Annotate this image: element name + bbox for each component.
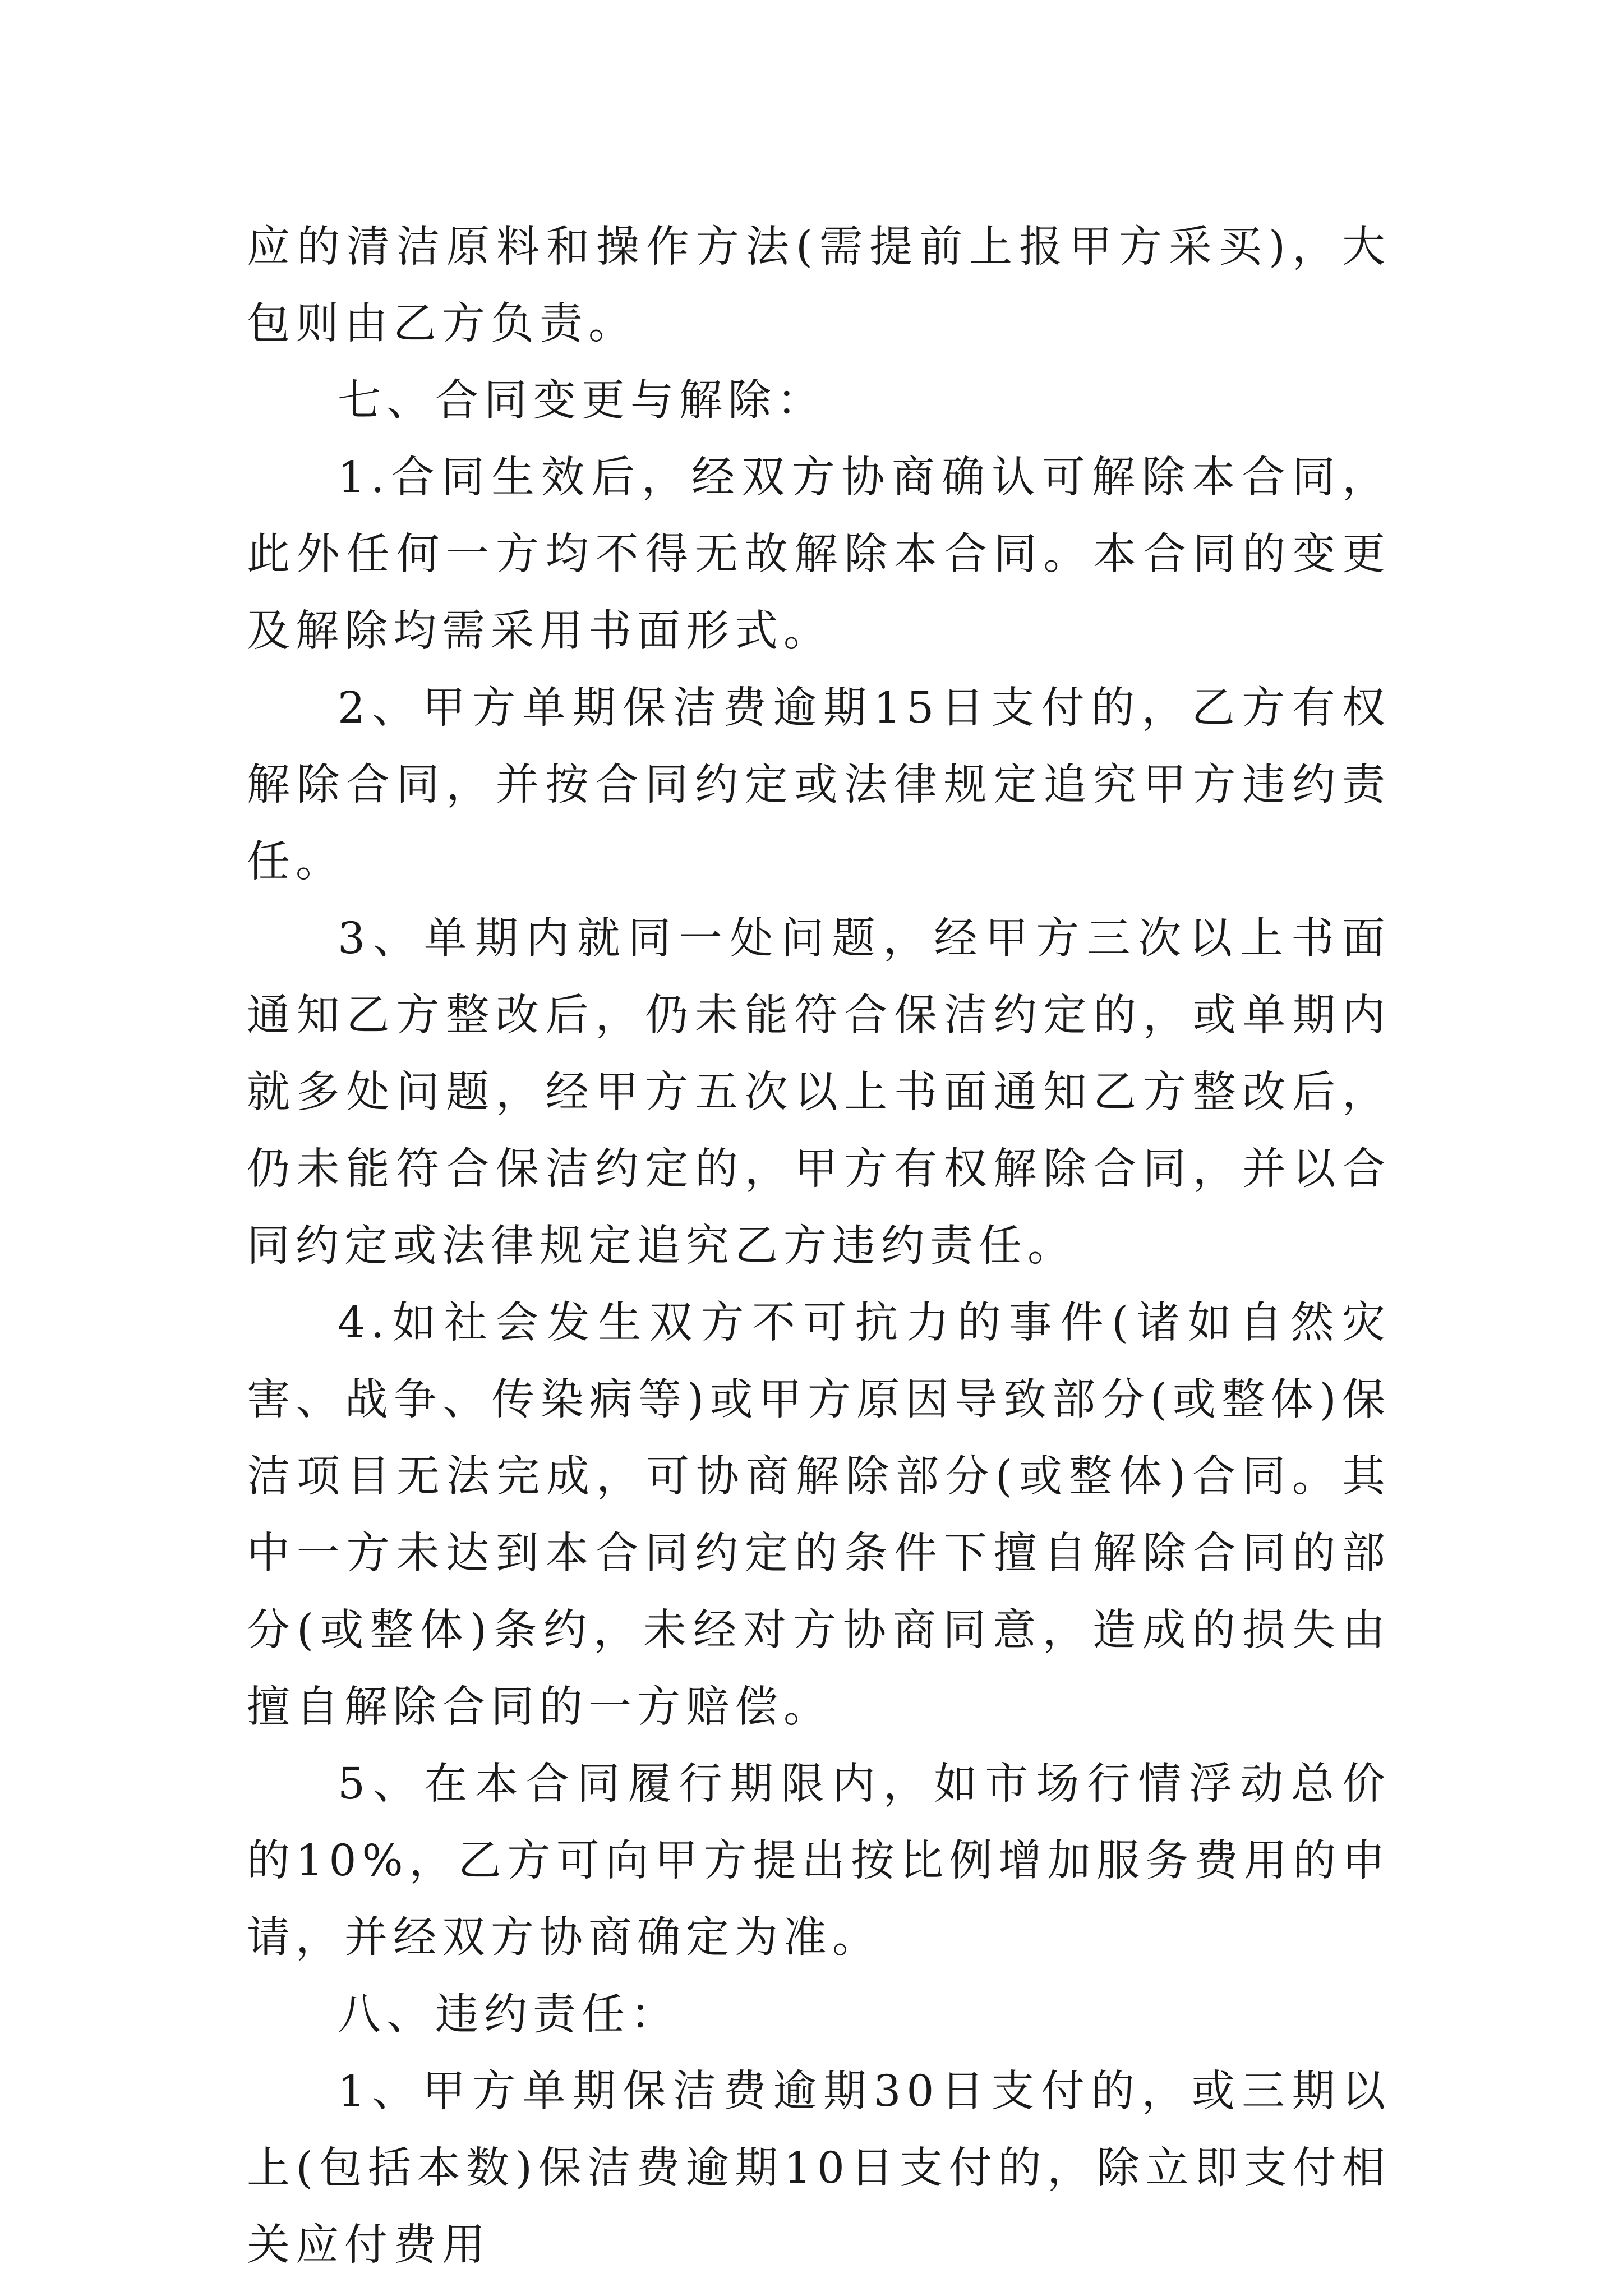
document-body [247, 209, 1391, 2284]
section-heading-breach-liability: 八、违约责任： [338, 1990, 679, 2040]
clause-7-1: 1.合同生效后，经双方协商确认可解除本合同，此外任何一方均不得无故解除本合同。本合同的变更及解除均需采用书面形式。 [247, 453, 1391, 656]
clause-7-4: 4.如社会发生双方不可抗力的事件(诸如自然灾害、战争、传染病等)或甲方原因导致部分(或整体)保洁项目无法完成，可协商解除部分(或整体)合同。其中一方未达到本合同约定的条件下擅自解除合同的部分(或整体)条约，未经对方协商同意，造成的损失由擅自解除合同的一方赔偿。 [247, 1298, 1391, 1732]
clause-7-3: 3、单期内就同一处问题，经甲方三次以上书面通知乙方整改后，仍未能符合保洁约定的，或单期内就多处问题，经甲方五次以上书面通知乙方整改后，仍未能符合保洁约定的，甲方有权解除合同，并以合同约定或法律规定追究乙方违约责任。 [247, 914, 1391, 1271]
section-heading-contract-change: 七、合同变更与解除： [338, 376, 826, 426]
clause-7-5: 5、在本合同履行期限内，如市场行情浮动总价的10%，乙方可向甲方提出按比例增加服务费用的申请，并经双方协商确定为准。 [247, 1759, 1391, 1963]
paragraph-continuation: 应的清洁原料和操作方法(需提前上报甲方采买)，大包则由乙方负责。 [247, 222, 1391, 349]
clause-7-2: 2、甲方单期保洁费逾期15日支付的，乙方有权解除合同，并按合同约定或法律规定追究甲方违约责任。 [247, 683, 1391, 887]
clause-8-1: 1、甲方单期保洁费逾期30日支付的，或三期以上(包括本数)保洁费逾期10日支付的，除立即支付相关应付费用 [247, 2067, 1391, 2270]
